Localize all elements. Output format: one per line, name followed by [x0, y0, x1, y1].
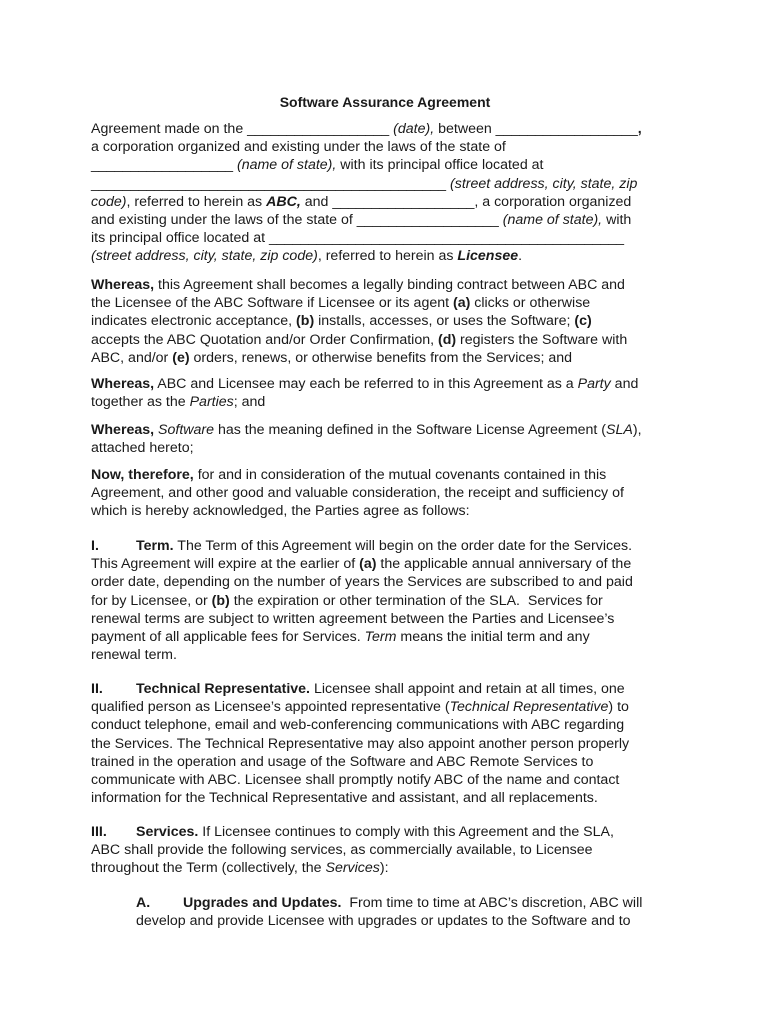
text: Whereas, — [91, 376, 155, 392]
text: Now, therefore, — [91, 467, 194, 483]
paragraph-line — [91, 276, 681, 294]
paragraph-line — [91, 312, 681, 330]
paragraph-line — [91, 294, 681, 312]
text: means the initial term and any — [396, 629, 590, 646]
text: Licensee — [457, 248, 519, 265]
text: (b) — [296, 313, 315, 330]
text: __________________ — [91, 157, 237, 174]
paragraph-line: Agreement, and other good and valuable consideration, the receipt and sufficiency of — [91, 485, 624, 502]
text: indicates electronic acceptance, — [91, 313, 297, 330]
text: Technical Representative — [449, 699, 609, 716]
paragraph-line — [91, 628, 681, 646]
paragraph-line — [91, 537, 681, 555]
text: and existing under the laws of the state of __________________ — [91, 212, 503, 229]
text: (street address, city, state, zip code) — [91, 248, 318, 265]
section-heading: Services. — [136, 824, 199, 840]
text: Agreement made on the __________________ — [91, 121, 394, 137]
text: ), — [632, 422, 642, 438]
text: From time to time at ABC’s discretion, ABC will — [341, 895, 643, 911]
document-title: Software Assurance Agreement — [279, 94, 491, 110]
paragraph-line — [91, 466, 681, 484]
whereas-paragraph-2 — [91, 375, 681, 411]
paragraph-line: communicate with ABC. Licensee shall promptly notify ABC of the name and contact — [91, 772, 620, 789]
paragraph-line: conduct telephone, email and web-conferencing communications with ABC regarding — [91, 717, 625, 734]
paragraph-line — [91, 698, 681, 716]
text: (date), — [393, 121, 435, 137]
intro-line — [91, 193, 681, 211]
text: installs, accesses, or uses the Software; — [314, 313, 575, 330]
text: has the meaning defined in the Software License Agreement ( — [214, 422, 607, 438]
text: (b) — [211, 592, 230, 609]
paragraph-line — [91, 592, 681, 610]
section-services — [91, 823, 681, 878]
text: orders, renews, or otherwise benefits from the Services; and — [189, 349, 573, 366]
paragraph-line: order date, depending on the number of years the Services are subscribed to and paid — [91, 574, 633, 591]
paragraph-line — [91, 555, 681, 573]
paragraph-line — [91, 859, 681, 877]
text: (a) — [453, 295, 471, 312]
section-number: II. — [91, 681, 103, 697]
section-term — [91, 537, 681, 664]
text: (c) — [574, 313, 592, 330]
text: Whereas, — [91, 422, 155, 438]
text: for by Licensee, or — [91, 592, 212, 609]
intro-line: a corporation organized and existing under the laws of the state of — [91, 139, 506, 156]
text: Software — [158, 422, 215, 438]
paragraph-line — [91, 331, 681, 349]
text: payment of all applicable fees for Services. — [91, 629, 365, 646]
section-heading: Upgrades and Updates. — [183, 895, 342, 911]
text: (name of state), — [502, 212, 603, 229]
section-number: III. — [91, 824, 107, 840]
text: this Agreement shall becomes a legally binding contract between ABC and — [154, 277, 625, 293]
whereas-paragraph-1 — [91, 276, 681, 367]
text: together as the — [91, 394, 190, 411]
text: (street address, city, state, zip — [450, 175, 638, 192]
text: ABC, — [266, 193, 301, 210]
paragraph-line: which is hereby acknowledged, the Parties agree as follows: — [91, 503, 470, 520]
paragraph-line — [91, 823, 681, 841]
text: Party — [577, 376, 611, 392]
text: for and in consideration of the mutual covenants contained in this — [193, 467, 607, 483]
paragraph-line: the Services. The Technical Representative may also appoint another person properly — [91, 735, 630, 752]
text: (name of state), — [236, 157, 337, 174]
now-therefore-paragraph — [91, 466, 681, 521]
paragraph-line: information for the Technical Representative and assistant, and all replacements. — [91, 790, 598, 807]
text: Term — [364, 629, 397, 646]
intro-line: its principal office located at _____________________________________________ — [91, 230, 625, 247]
text: registers the Software with — [456, 331, 628, 348]
text: (a) — [359, 556, 377, 573]
section-technical-representative — [91, 680, 681, 807]
text: between __________________ — [434, 121, 638, 137]
section-number: I. — [91, 538, 99, 554]
text: , referred to herein as — [317, 248, 458, 265]
text: Licensee shall appoint and retain at all times, one — [310, 681, 625, 697]
text: with its principal office located at — [336, 157, 544, 174]
text: _____________________________________________ — [91, 175, 451, 192]
intro-paragraph — [91, 120, 681, 266]
text: ): — [379, 860, 389, 877]
intro-line — [91, 120, 681, 138]
text: Services — [325, 860, 380, 877]
text: , — [637, 121, 642, 137]
text: clicks or otherwise — [470, 295, 591, 312]
text: qualified person as Licensee’s appointed representative ( — [91, 699, 450, 716]
section-heading: Technical Representative. — [136, 681, 310, 697]
text: ) to — [608, 699, 629, 716]
paragraph-line — [91, 680, 681, 698]
section-number: A. — [136, 895, 151, 911]
text: and — [610, 376, 639, 392]
text: (e) — [172, 349, 190, 366]
text: throughout the Term (collectively, the — [91, 860, 326, 877]
text: ; and — [233, 394, 266, 411]
text: . — [518, 248, 523, 265]
text: accepts the ABC Quotation and/or Order Confirmation, — [91, 331, 438, 348]
paragraph-line — [91, 375, 681, 393]
text: ABC, and/or — [91, 349, 173, 366]
paragraph-line: renewal term. — [91, 647, 177, 664]
text: the Licensee of the ABC Software if Licensee or its agent — [91, 295, 453, 312]
paragraph-line — [136, 894, 696, 912]
text: Whereas, — [91, 277, 155, 293]
text: code) — [91, 193, 127, 210]
intro-line — [91, 247, 681, 265]
text: the applicable annual anniversary of the — [376, 556, 632, 573]
intro-line — [91, 211, 681, 229]
text: , referred to herein as — [126, 193, 267, 210]
intro-line — [91, 156, 681, 174]
text: ABC and Licensee may each be referred to in this Agreement as a — [154, 376, 578, 392]
text: This Agreement will expire at the earlier of — [91, 556, 360, 573]
paragraph-line: attached hereto; — [91, 440, 194, 457]
paragraph-line: develop and provide Licensee with upgrades or updates to the Software and to — [136, 913, 631, 930]
paragraph-line: trained in the operation and usage of the Software and ABC Remote Services to — [91, 753, 594, 770]
intro-line — [91, 175, 681, 193]
paragraph-line: renewal terms are subject to written agreement between the Parties and Licensee’s — [91, 610, 615, 627]
text: (d) — [437, 331, 457, 348]
paragraph-line — [91, 421, 681, 439]
text: the expiration or other termination of the SLA. Services for — [229, 592, 603, 609]
text: Parties — [189, 394, 234, 411]
text: with — [602, 212, 632, 229]
text: and __________________, a corporation organized — [300, 193, 632, 210]
whereas-paragraph-3 — [91, 421, 681, 457]
paragraph-line — [91, 349, 681, 367]
text: The Term of this Agreement will begin on the order date for the Services. — [173, 538, 633, 554]
paragraph-line — [91, 393, 681, 411]
paragraph-line: ABC shall provide the following services, as commercially available, to Licensee — [91, 842, 593, 859]
text: SLA — [606, 422, 633, 438]
section-heading: Term. — [136, 538, 174, 554]
text: If Licensee continues to comply with this Agreement and the SLA, — [198, 824, 614, 840]
subsection-upgrades — [136, 894, 696, 930]
